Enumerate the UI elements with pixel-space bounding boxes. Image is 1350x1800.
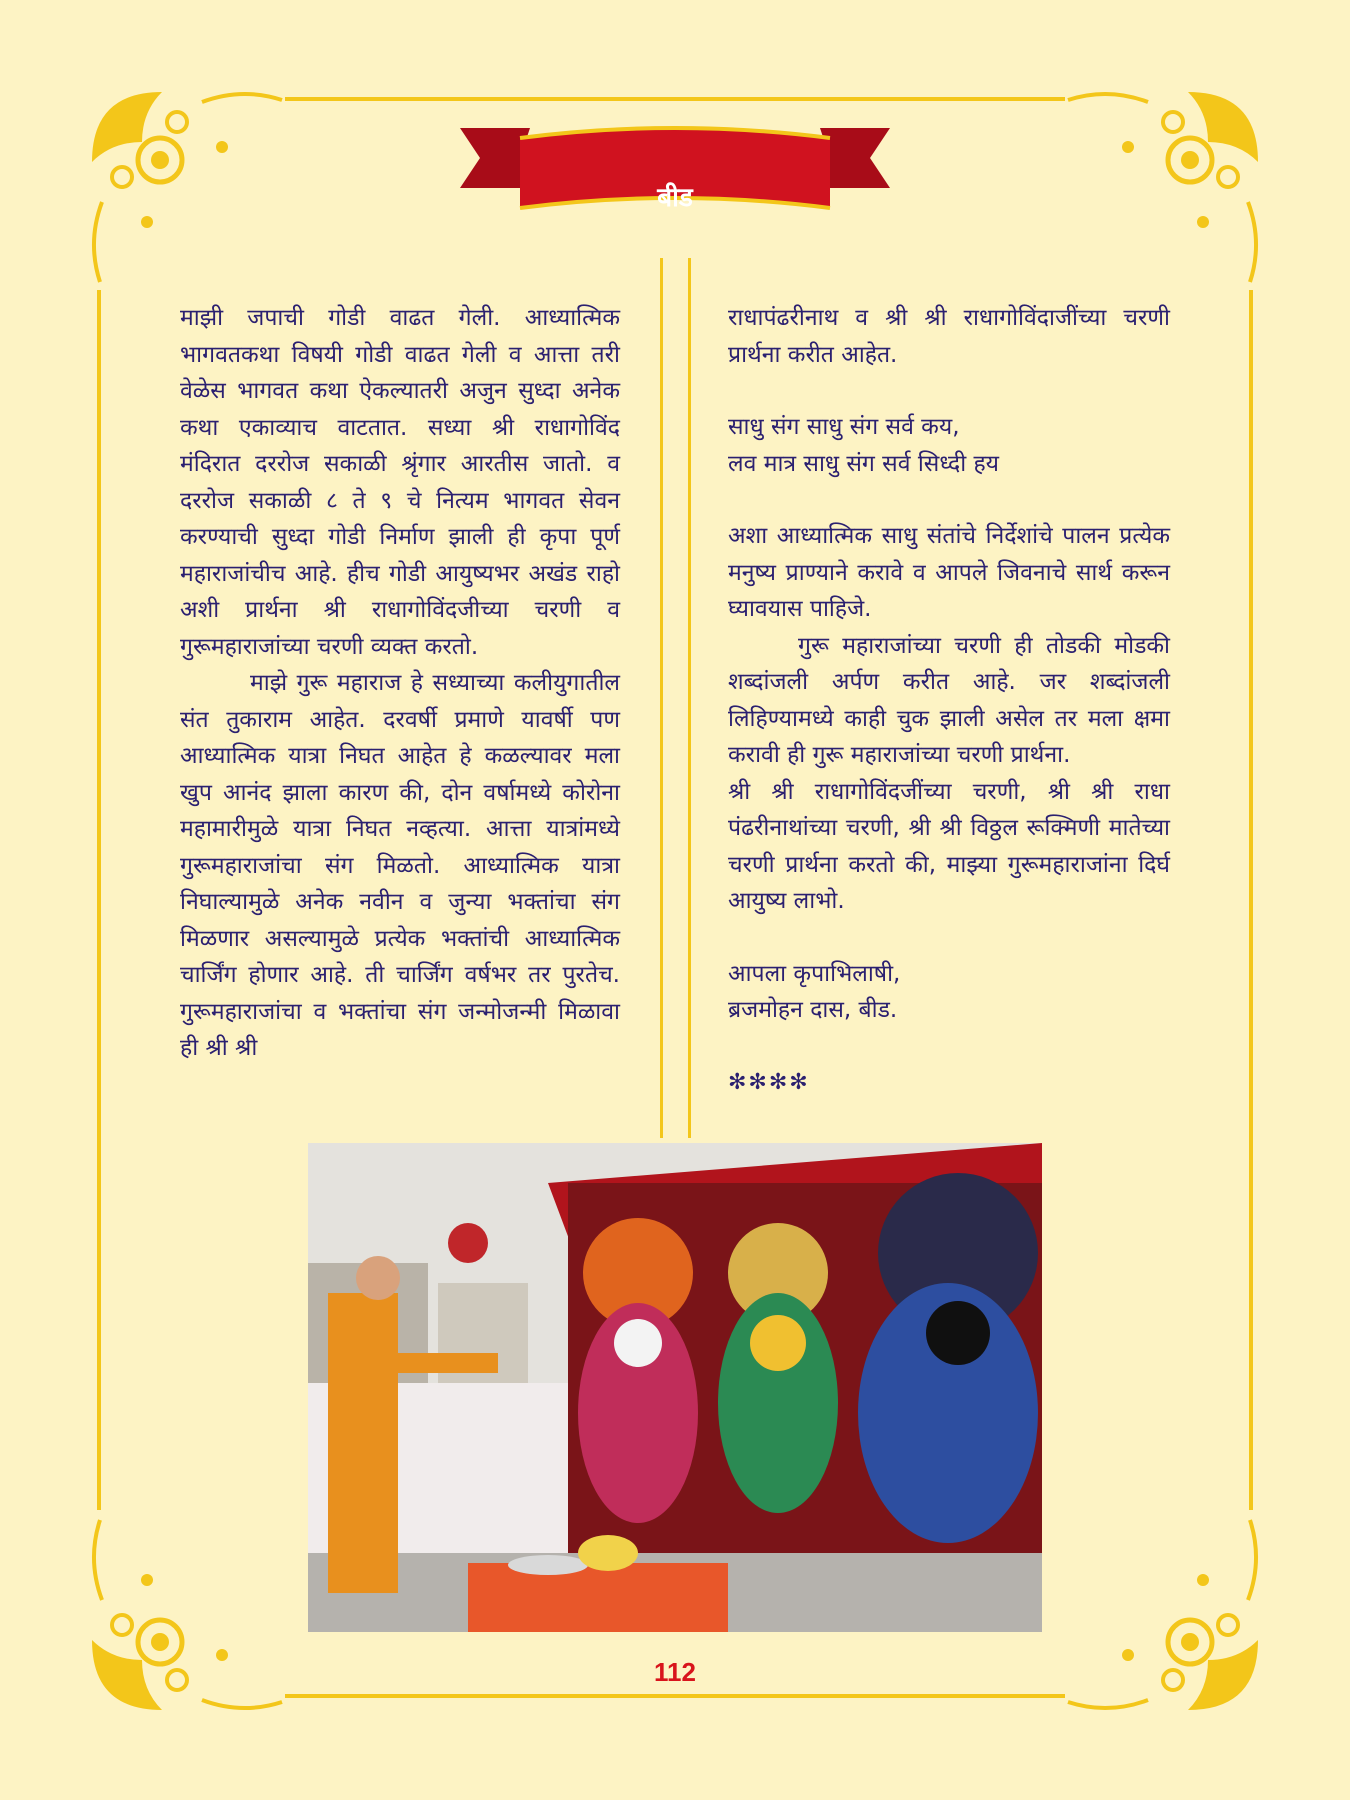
right-paragraph-3: गुरू महाराजांच्या चरणी ही तोडकी मोडकी शब्दांजली अर्पण करीत आहे. जर शब्दांजली लिहिण्यामध्ये काही चुक झाली असेल तर मला क्षमा करावी ही गुरू महाराजांच्या चरणी प्रार्थना. (728, 632, 1170, 768)
right-paragraph-4: श्री श्री राधागोविंदजींच्या चरणी, श्री श्री राधा पंढरीनाथांच्या चरणी, श्री श्री विठ्ठल रूक्मिणी मातेच्या चरणी प्रार्थना करतो की, माझ्या गुरूमहाराजांना दिर्घ आयुष्य लाभो. (728, 778, 1170, 914)
verse-line-1: साधु संग साधु संग सर्व कय, (728, 414, 960, 440)
left-paragraph-1: माझी जपाची गोडी वाढत गेली. आध्यात्मिक भागवतकथा विषयी गोडी वाढत गेली व आत्ता तरी वेळेस भागवत कथा ऐकल्यातरी अजुन सुध्दा अनेक कथा एकाव्याच वाटतात. सध्या श्री राधागोविंद मंदिरात दररोज सकाळी श्रृंगार आरतीस जातो. व दररोज सकाळी ८ ते ९ चे नित्यम भागवत सेवन करण्याची सुध्दा गोडी निर्माण झाली ही कृपा पूर्ण महाराजांचीच आहे. हीच गोडी आयुष्यभर अखंड राहो अशी प्रार्थना श्री राधागोविंदजीच्या चरणी व गुरूमहाराजांच्या चरणी व्यक्त करतो. (180, 305, 620, 660)
closing-stars: ✻✻✻✻ (728, 1069, 810, 1095)
frame-left-line (97, 290, 101, 1510)
frame-right-line (1249, 290, 1253, 1510)
signature-line-1: आपला कृपाभिलाषी, (728, 960, 901, 987)
temple-photo-illustration (308, 1143, 1042, 1632)
page-title: बीड (657, 183, 693, 213)
right-paragraph-1: राधापंढरीनाथ व श्री श्री राधागोविंदाजींच्या चरणी प्रार्थना करीत आहेत. (728, 305, 1170, 368)
signature-line-2: ब्रजमोहन दास, बीड. (728, 997, 898, 1023)
frame-bottom-line (285, 1694, 1065, 1698)
right-column (728, 300, 1170, 1101)
verse-line-2: लव मात्र साधु संग सर्व सिध्दी हय (728, 450, 1000, 477)
frame-top-line (285, 97, 1065, 101)
temple-photo (308, 1143, 1042, 1632)
left-column (180, 300, 620, 1067)
column-divider-left (660, 258, 663, 1138)
page-number: 112 (654, 1657, 696, 1687)
right-paragraph-2: अशा आध्यात्मिक साधु संतांचे निर्देशांचे पालन प्रत्येक मनुष्य प्राण्याने करावे व आपले जिवनाचे सार्थ करून घ्यावयास पाहिजे. (728, 523, 1170, 622)
column-divider-right (688, 258, 691, 1138)
left-paragraph-2: माझे गुरू महाराज हे सध्याच्या कलीयुगातील संत तुकाराम आहेत. दरवर्षी प्रमाणे यावर्षी पण आध्यात्मिक यात्रा निघत आहेत हे कळल्यावर मला खुप आनंद झाला कारण की, दोन वर्षामध्ये कोरोना महामारीमुळे यात्रा निघत नव्हत्या. आत्ता यात्रांमध्ये गुरूमहाराजांचा संग मिळतो. आध्यात्मिक यात्रा निघाल्यामुळे अनेक नवीन व जुन्या भक्तांचा संग मिळणार असल्यामुळे प्रत्येक भक्तांची आध्यात्मिक चार्जिंग होणार आहे. ती चार्जिंग वर्षभर तर पुरतेच. गुरूमहाराजांचा व भक्तांचा संग जन्मोजन्मी मिळावा ही श्री श्री (180, 670, 620, 1061)
